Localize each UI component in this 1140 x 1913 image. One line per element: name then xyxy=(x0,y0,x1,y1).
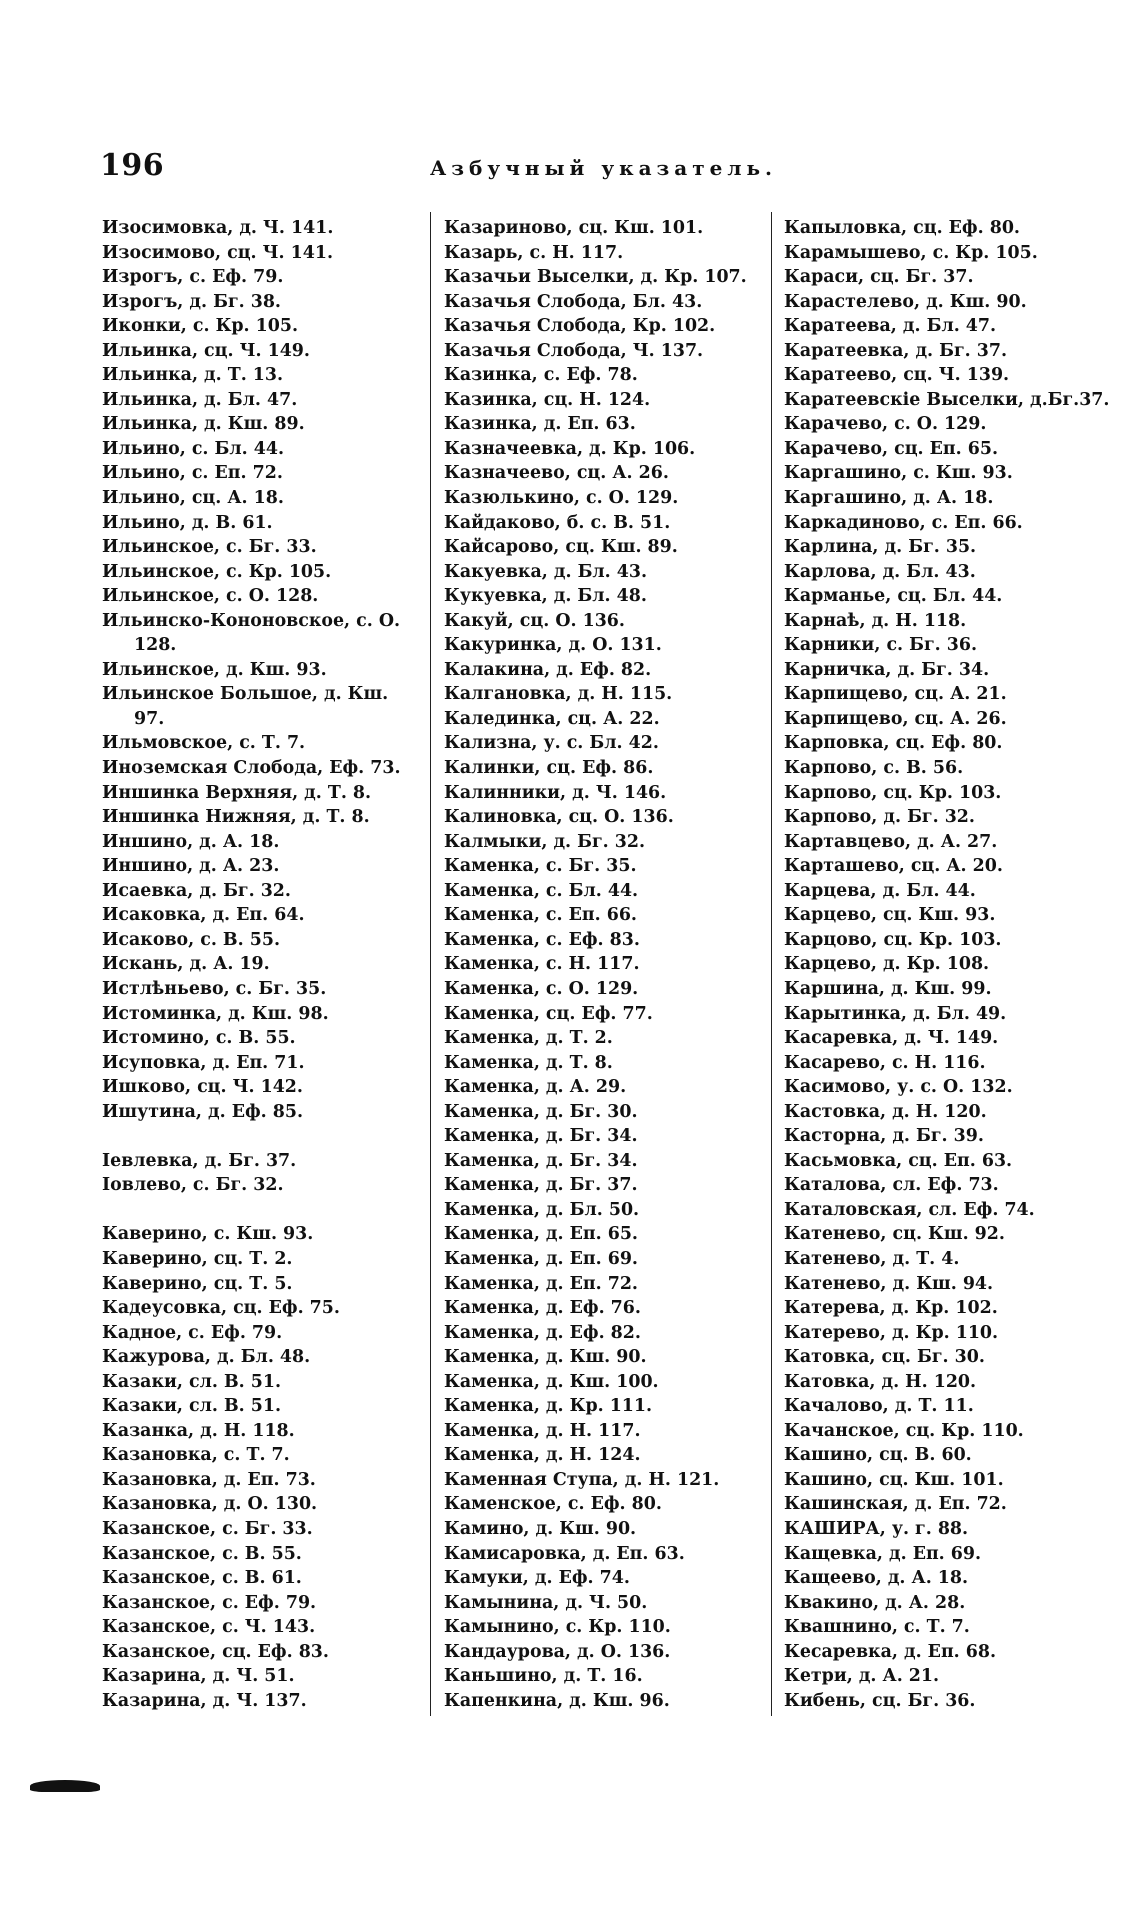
index-entry: Каменка, с. Еп. 66. xyxy=(444,905,637,926)
index-entry: Каменка, д. Т. 8. xyxy=(444,1052,613,1073)
index-entry: Квакино, д. А. 28. xyxy=(784,1592,966,1613)
index-entry: Ильинское, с. О. 128. xyxy=(102,586,319,607)
index-entry: Иншинка Нижняя, д. Т. 8. xyxy=(102,807,370,828)
index-entry: Истлѣньево, с. Бг. 35. xyxy=(102,978,327,999)
index-entry: Каменка, д. Бг. 37. xyxy=(444,1175,638,1196)
index-entry: Каргашино, д. А. 18. xyxy=(784,488,994,509)
index-entry: Кибень, сц. Бг. 36. xyxy=(784,1690,976,1711)
index-entry: Казинка, сц. Н. 124. xyxy=(444,389,651,410)
index-entry: Калинки, сц. Еф. 86. xyxy=(444,758,654,779)
index-entry: Каменка, д. А. 29. xyxy=(444,1077,627,1098)
index-entry: Ильинско-Кононовское, с. О. 128. xyxy=(102,610,401,656)
index-entry: Катовка, сц. Бг. 30. xyxy=(784,1347,985,1368)
index-entry: Калединка, сц. А. 22. xyxy=(444,708,660,729)
index-entry: Каменка, д. Т. 2. xyxy=(444,1028,613,1049)
index-entry: Кашино, сц. Кш. 101. xyxy=(784,1469,1004,1490)
index-column-1 xyxy=(102,216,422,1713)
index-entry: Казариново, сц. Кш. 101. xyxy=(444,218,704,238)
index-entry: Катерево, д. Кр. 110. xyxy=(784,1322,999,1343)
index-entry: Камисаровка, д. Еп. 63. xyxy=(444,1543,685,1564)
index-entry: Изрогъ, д. Бг. 38. xyxy=(102,291,281,312)
index-entry: Калиновка, сц. О. 136. xyxy=(444,807,674,828)
index-entry: Кащевка, д. Еп. 69. xyxy=(784,1543,982,1564)
index-entry: Ильинка, д. Бл. 47. xyxy=(102,389,298,410)
index-entry: Иншино, д. А. 18. xyxy=(102,831,280,852)
index-entry: Казанское, с. В. 61. xyxy=(102,1568,302,1589)
index-entry: Камуки, д. Еф. 74. xyxy=(444,1568,630,1589)
index-entry: Исаковка, д. Еп. 64. xyxy=(102,905,305,926)
index-entry: Касьмовка, сц. Еп. 63. xyxy=(784,1150,1013,1171)
index-entry: Ильинка, сц. Ч. 149. xyxy=(102,340,310,361)
index-entry: Кащеево, д. А. 18. xyxy=(784,1568,969,1589)
index-entry: Ишутина, д. Еф. 85. xyxy=(102,1101,304,1122)
index-entry: Карповка, сц. Еф. 80. xyxy=(784,733,1003,754)
index-entry: Карытинка, д. Бл. 49. xyxy=(784,1003,1007,1024)
index-entry: Кетри, д. А. 21. xyxy=(784,1666,940,1687)
index-entry: Каменка, д. Бл. 50. xyxy=(444,1199,640,1220)
section-gap xyxy=(102,1124,422,1149)
index-entry: Казюлькино, с. О. 129. xyxy=(444,488,679,509)
index-entry: Камынино, с. Кр. 110. xyxy=(444,1617,671,1638)
index-entry: Ильинка, д. Кш. 89. xyxy=(102,414,305,435)
index-entry: Карнаѣ, д. Н. 118. xyxy=(784,610,967,631)
index-entry: Капыловка, сц. Еф. 80. xyxy=(784,218,1020,238)
index-entry: Изрогъ, с. Еф. 79. xyxy=(102,267,284,288)
column-divider xyxy=(430,212,431,1716)
index-entry: Казанка, д. Н. 118. xyxy=(102,1420,295,1441)
index-entry: Катенево, д. Кш. 94. xyxy=(784,1273,994,1294)
index-entry: Казановка, д. О. 130. xyxy=(102,1494,318,1515)
index-entry: Исаевка, д. Бг. 32. xyxy=(102,880,291,901)
index-entry: Кализна, у. с. Бл. 42. xyxy=(444,733,659,754)
index-entry: Казанское, с. Еф. 79. xyxy=(102,1592,317,1613)
index-entry: Каменка, д. Еф. 82. xyxy=(444,1322,641,1343)
index-entry: Кастовка, д. Н. 120. xyxy=(784,1101,987,1122)
index-entry: Кашинская, д. Еп. 72. xyxy=(784,1494,1007,1515)
index-entry: Катенево, сц. Кш. 92. xyxy=(784,1224,1005,1245)
index-entry: Казаки, сл. В. 51. xyxy=(102,1396,282,1417)
index-entry: Иншинка Верхняя, д. Т. 8. xyxy=(102,782,372,803)
index-entry: Казачья Слобода, Бл. 43. xyxy=(444,291,703,312)
index-entry: Каталова, сл. Еф. 73. xyxy=(784,1175,999,1196)
index-entry: Каменка, с. Бг. 35. xyxy=(444,856,637,877)
index-entry: Катерева, д. Кр. 102. xyxy=(784,1298,998,1319)
index-entry: Ильинка, д. Т. 13. xyxy=(102,365,284,386)
index-entry: Иконки, с. Кр. 105. xyxy=(102,316,299,337)
index-entry: Каменка, д. Бг. 34. xyxy=(444,1150,638,1171)
index-entry: Истоминка, д. Кш. 98. xyxy=(102,1003,329,1024)
index-entry: Карачево, с. О. 129. xyxy=(784,414,987,435)
index-entry: Каньшино, д. Т. 16. xyxy=(444,1666,643,1687)
index-entry: Качанское, сц. Кр. 110. xyxy=(784,1420,1024,1441)
index-entry: Казановка, д. Еп. 73. xyxy=(102,1469,316,1490)
index-entry: Каратеевка, д. Бг. 37. xyxy=(784,340,1008,361)
index-entry: Каменка, с. О. 129. xyxy=(444,978,639,999)
index-entry: Каверино, сц. Т. 2. xyxy=(102,1248,293,1269)
index-entry: Каменское, с. Еф. 80. xyxy=(444,1494,662,1515)
index-entry: Каратеевскіе Выселки, д.Бг.37. xyxy=(784,389,1110,410)
index-entry: Кайсарово, сц. Кш. 89. xyxy=(444,537,678,558)
index-entry: Ильинское, с. Бг. 33. xyxy=(102,537,317,558)
index-entry: Казинка, д. Еп. 63. xyxy=(444,414,636,435)
index-entry: Карастелево, д. Кш. 90. xyxy=(784,291,1027,312)
index-entry: Карпово, с. В. 56. xyxy=(784,758,964,779)
index-entry: Карники, с. Бг. 36. xyxy=(784,635,978,656)
index-entry: Каменка, с. Еф. 83. xyxy=(444,929,640,950)
index-entry: Истомино, с. В. 55. xyxy=(102,1028,296,1049)
index-entry: Казанское, с. В. 55. xyxy=(102,1543,302,1564)
index-entry: Каменка, д. Кр. 111. xyxy=(444,1396,653,1417)
index-entry: Казанское, с. Ч. 143. xyxy=(102,1617,316,1638)
index-entry: Карпово, сц. Кр. 103. xyxy=(784,782,1002,803)
index-entry: Касаревка, д. Ч. 149. xyxy=(784,1028,999,1049)
index-entry: Каталовская, сл. Еф. 74. xyxy=(784,1199,1035,1220)
index-entry: Казачьи Выселки, д. Кр. 107. xyxy=(444,267,747,288)
index-entry: Кайдаково, б. с. В. 51. xyxy=(444,512,671,533)
index-entry: Казинка, с. Еф. 78. xyxy=(444,365,638,386)
index-entry: Карцово, сц. Кр. 103. xyxy=(784,929,1002,950)
index-entry: Квашнино, с. Т. 7. xyxy=(784,1617,970,1638)
index-entry: Каменка, с. Н. 117. xyxy=(444,954,640,975)
index-entry: Ишково, сц. Ч. 142. xyxy=(102,1077,303,1098)
index-entry: Ильино, с. Еп. 72. xyxy=(102,463,283,484)
index-entry: Катенево, д. Т. 4. xyxy=(784,1248,960,1269)
index-entry: Иншино, д. А. 23. xyxy=(102,856,280,877)
index-entry: Какуевка, д. Бл. 43. xyxy=(444,561,648,582)
index-entry: Касарево, с. Н. 116. xyxy=(784,1052,986,1073)
ink-smudge xyxy=(30,1780,100,1792)
index-entry: Казначеевка, д. Кр. 106. xyxy=(444,438,696,459)
index-entry: Искань, д. А. 19. xyxy=(102,954,270,975)
column-divider xyxy=(771,212,772,1716)
index-column-3 xyxy=(784,216,1124,1713)
index-entry: Каршина, д. Кш. 99. xyxy=(784,978,992,999)
index-entry: Каменка, с. Бл. 44. xyxy=(444,880,639,901)
index-entry: Карлина, д. Бг. 35. xyxy=(784,537,977,558)
index-entry: Изосимово, сц. Ч. 141. xyxy=(102,242,334,263)
index-entry: Каменка, д. Бг. 34. xyxy=(444,1126,638,1147)
index-entry: Казарина, д. Ч. 51. xyxy=(102,1666,295,1687)
index-entry: Картавцево, д. А. 27. xyxy=(784,831,998,852)
index-entry: Каменная Ступа, д. Н. 121. xyxy=(444,1469,720,1490)
index-entry: Каверино, с. Кш. 93. xyxy=(102,1224,314,1245)
index-entry: Калмыки, д. Бг. 32. xyxy=(444,831,646,852)
index-entry: Каменка, д. Бг. 30. xyxy=(444,1101,638,1122)
index-entry: Казачья Слобода, Кр. 102. xyxy=(444,316,716,337)
index-entry: Камынина, д. Ч. 50. xyxy=(444,1592,648,1613)
index-entry: Карманье, сц. Бл. 44. xyxy=(784,586,1003,607)
index-entry: Ильино, сц. А. 18. xyxy=(102,488,284,509)
index-entry: Каменка, д. Кш. 100. xyxy=(444,1371,659,1392)
running-title: Азбучный указатель. xyxy=(430,156,778,180)
index-entry: Какуй, сц. О. 136. xyxy=(444,610,625,631)
index-entry: Ильинское, д. Кш. 93. xyxy=(102,659,327,680)
index-entry: Катовка, д. Н. 120. xyxy=(784,1371,977,1392)
index-entry: Кандаурова, д. О. 136. xyxy=(444,1641,671,1662)
index-entry: Карлова, д. Бл. 43. xyxy=(784,561,976,582)
index-entry: Касимово, у. с. О. 132. xyxy=(784,1077,1013,1098)
index-entry: Карамышево, с. Кр. 105. xyxy=(784,242,1038,263)
index-entry: Iовлево, с. Бг. 32. xyxy=(102,1175,284,1196)
index-entry: Карпово, д. Бг. 32. xyxy=(784,807,975,828)
page-number: 196 xyxy=(100,148,165,183)
index-entry: Каратеево, сц. Ч. 139. xyxy=(784,365,1010,386)
index-entry: Каменка, д. Еф. 76. xyxy=(444,1298,641,1319)
index-entry: Ильмовское, с. Т. 7. xyxy=(102,733,306,754)
index-entry: Каверино, сц. Т. 5. xyxy=(102,1273,293,1294)
index-entry: Каменка, д. Н. 124. xyxy=(444,1445,641,1466)
index-entry: Исаково, с. В. 55. xyxy=(102,929,280,950)
index-entry: Каргашино, с. Кш. 93. xyxy=(784,463,1013,484)
index-entry: Исуповка, д. Еп. 71. xyxy=(102,1052,305,1073)
index-entry: Карничка, д. Бг. 34. xyxy=(784,659,990,680)
index-entry: Ильинское Большое, д. Кш. 97. xyxy=(102,684,389,729)
index-entry: Казанское, сц. Еф. 83. xyxy=(102,1641,329,1662)
index-entry: Иноземская Слобода, Еф. 73. xyxy=(102,758,401,779)
index-entry: Изосимовка, д. Ч. 141. xyxy=(102,218,334,238)
index-entry: Каратеева, д. Бл. 47. xyxy=(784,316,997,337)
section-gap xyxy=(102,1198,422,1223)
index-entry: Ильино, д. В. 61. xyxy=(102,512,273,533)
index-entry: Каменка, д. Еп. 72. xyxy=(444,1273,638,1294)
index-entry: Карпищево, сц. А. 26. xyxy=(784,708,1007,729)
index-entry: Калинники, д. Ч. 146. xyxy=(444,782,667,803)
index-entry: Касторна, д. Бг. 39. xyxy=(784,1126,984,1147)
index-entry: КАШИРА, у. г. 88. xyxy=(784,1518,969,1539)
index-entry: Карцево, д. Кр. 108. xyxy=(784,954,990,975)
index-entry: Казановка, с. Т. 7. xyxy=(102,1445,290,1466)
index-entry: Калакина, д. Еф. 82. xyxy=(444,659,652,680)
index-entry: Кадеусовка, сц. Еф. 75. xyxy=(102,1298,340,1319)
index-entry: Карташево, сц. А. 20. xyxy=(784,856,1003,877)
index-entry: Казанское, с. Бг. 33. xyxy=(102,1518,313,1539)
index-entry: Каменка, д. Кш. 90. xyxy=(444,1347,647,1368)
index-entry: Каменка, д. Еп. 65. xyxy=(444,1224,638,1245)
index-entry: Камино, д. Кш. 90. xyxy=(444,1518,637,1539)
index-entry: Капенкина, д. Кш. 96. xyxy=(444,1690,670,1711)
index-column-2 xyxy=(444,216,764,1713)
index-entry: Какуринка, д. О. 131. xyxy=(444,635,662,656)
index-entry: Карцева, д. Бл. 44. xyxy=(784,880,976,901)
index-entry: Кукуевка, д. Бл. 48. xyxy=(444,586,647,607)
index-entry: Кесаревка, д. Еп. 68. xyxy=(784,1641,997,1662)
index-entry: Ильино, с. Бл. 44. xyxy=(102,438,285,459)
index-entry: Караси, сц. Бг. 37. xyxy=(784,267,974,288)
page-header xyxy=(100,148,790,188)
index-entry: Ильинское, с. Кр. 105. xyxy=(102,561,332,582)
index-entry: Качалово, д. Т. 11. xyxy=(784,1396,974,1417)
index-entry: Карцево, сц. Кш. 93. xyxy=(784,905,996,926)
index-entry: Каменка, д. Еп. 69. xyxy=(444,1248,638,1269)
index-entry: Каркадиново, с. Еп. 66. xyxy=(784,512,1023,533)
index-entry: Iевлевка, д. Бг. 37. xyxy=(102,1150,297,1171)
index-entry: Каменка, д. Н. 117. xyxy=(444,1420,641,1441)
index-entry: Казначеево, сц. А. 26. xyxy=(444,463,669,484)
index-entry: Карачево, сц. Еп. 65. xyxy=(784,438,998,459)
index-entry: Калгановка, д. Н. 115. xyxy=(444,684,673,705)
index-entry: Казачья Слобода, Ч. 137. xyxy=(444,340,704,361)
index-entry: Казаки, сл. В. 51. xyxy=(102,1371,282,1392)
index-entry: Кажурова, д. Бл. 48. xyxy=(102,1347,311,1368)
index-entry: Кашино, сц. В. 60. xyxy=(784,1445,972,1466)
index-entry: Казарь, с. Н. 117. xyxy=(444,242,624,263)
index-entry: Кадное, с. Еф. 79. xyxy=(102,1322,283,1343)
index-entry: Казарина, д. Ч. 137. xyxy=(102,1690,307,1711)
index-entry: Карпищево, сц. А. 21. xyxy=(784,684,1007,705)
index-entry: Каменка, сц. Еф. 77. xyxy=(444,1003,653,1024)
